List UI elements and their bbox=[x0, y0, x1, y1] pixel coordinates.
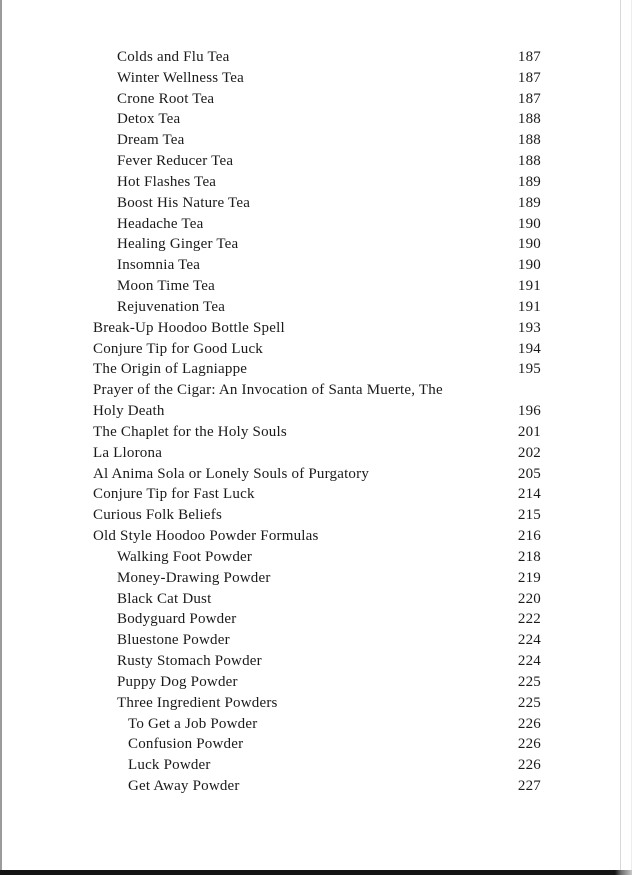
toc-entry bbox=[0, 214, 632, 235]
toc-entry-page: 226 bbox=[517, 757, 541, 774]
toc-entry-page: 187 bbox=[517, 90, 541, 107]
toc-entry-title: Walking Foot Powder bbox=[117, 548, 253, 565]
toc-entry-page: 220 bbox=[517, 590, 541, 607]
toc-entry-page: 202 bbox=[517, 444, 541, 461]
toc-entry-page: 219 bbox=[517, 569, 541, 586]
toc-entry-page: 227 bbox=[517, 777, 541, 794]
toc-entry bbox=[0, 568, 632, 589]
toc-entry bbox=[0, 609, 632, 630]
toc-entry bbox=[0, 714, 632, 735]
toc-entry-page: 188 bbox=[517, 111, 541, 128]
toc-entry bbox=[0, 422, 632, 443]
toc-entry-title: The Chaplet for the Holy Souls bbox=[93, 423, 287, 440]
toc-entry-page: 226 bbox=[517, 736, 541, 753]
toc-entry-page: 188 bbox=[517, 153, 541, 170]
toc-entry-page: 190 bbox=[517, 257, 541, 274]
toc-entry bbox=[0, 276, 632, 297]
toc-entry-page: 187 bbox=[517, 69, 541, 86]
toc-entry-title: Fever Reducer Tea bbox=[117, 153, 234, 170]
toc-entry-page: 216 bbox=[517, 528, 541, 545]
toc-entry-title: Black Cat Dust bbox=[117, 590, 212, 607]
toc-entry bbox=[0, 651, 632, 672]
toc-entry bbox=[0, 464, 632, 485]
toc-entry bbox=[0, 589, 632, 610]
toc-entry-title: Conjure Tip for Good Luck bbox=[93, 340, 263, 357]
toc-entry bbox=[0, 693, 632, 714]
toc-list bbox=[0, 47, 632, 797]
toc-entry bbox=[0, 318, 632, 339]
toc-entry-page: 215 bbox=[517, 507, 541, 524]
toc-entry-title: Winter Wellness Tea bbox=[117, 69, 245, 86]
toc-entry-title: Boost His Nature Tea bbox=[117, 194, 251, 211]
toc-entry-title: Curious Folk Beliefs bbox=[93, 507, 223, 524]
toc-entry-page: 191 bbox=[517, 298, 541, 315]
toc-entry-page: 190 bbox=[517, 236, 541, 253]
toc-entry bbox=[0, 255, 632, 276]
toc-entry-title: Money-Drawing Powder bbox=[117, 569, 271, 586]
toc-entry-title: Conjure Tip for Fast Luck bbox=[93, 486, 255, 503]
toc-entry-page: 218 bbox=[517, 548, 541, 565]
toc-entry bbox=[0, 109, 632, 130]
toc-entry bbox=[0, 630, 632, 651]
toc-entry bbox=[0, 151, 632, 172]
toc-entry-title: Crone Root Tea bbox=[117, 90, 215, 107]
toc-entry bbox=[0, 547, 632, 568]
toc-entry-title: La Llorona bbox=[93, 444, 163, 461]
toc-entry-page: 214 bbox=[517, 486, 541, 503]
toc-entry-page: 222 bbox=[517, 611, 541, 628]
toc-entry-title: The Origin of Lagniappe bbox=[93, 361, 248, 378]
toc-entry-title: Luck Powder bbox=[128, 757, 211, 774]
toc-entry bbox=[0, 172, 632, 193]
toc-entry-page: 205 bbox=[517, 465, 541, 482]
toc-entry bbox=[0, 359, 632, 380]
toc-entry-title: Prayer of the Cigar: An Invocation of Santa Muerte, The bbox=[93, 382, 443, 399]
toc-entry-page: 224 bbox=[517, 632, 541, 649]
toc-entry-title: Detox Tea bbox=[117, 111, 181, 128]
toc-entry-title: Holy Death bbox=[93, 403, 165, 420]
toc-entry bbox=[0, 734, 632, 755]
toc-entry-title: Dream Tea bbox=[117, 132, 185, 149]
toc-entry-page: 189 bbox=[517, 173, 541, 190]
toc-entry bbox=[0, 443, 632, 464]
toc-entry bbox=[0, 297, 632, 318]
toc-entry-title: Rusty Stomach Powder bbox=[117, 653, 262, 670]
toc-entry-title: Old Style Hoodoo Powder Formulas bbox=[93, 528, 319, 545]
toc-entry-page: 225 bbox=[517, 694, 541, 711]
toc-entry-page: 225 bbox=[517, 673, 541, 690]
toc-entry-page: 193 bbox=[517, 319, 541, 336]
toc-entry-title: Rejuvenation Tea bbox=[117, 298, 226, 315]
toc-entry-page: 189 bbox=[517, 194, 541, 211]
toc-entry bbox=[0, 401, 632, 422]
toc-entry-page: 196 bbox=[517, 403, 541, 420]
toc-entry-title: Puppy Dog Powder bbox=[117, 673, 238, 690]
toc-entry-title: Confusion Powder bbox=[128, 736, 244, 753]
toc-entry-title: Three Ingredient Powders bbox=[117, 694, 278, 711]
toc-entry-title: Break-Up Hoodoo Bottle Spell bbox=[93, 319, 285, 336]
toc-entry bbox=[0, 672, 632, 693]
toc-entry-title: Al Anima Sola or Lonely Souls of Purgatory bbox=[93, 465, 370, 482]
toc-entry bbox=[0, 339, 632, 360]
toc-entry-page: 190 bbox=[517, 215, 541, 232]
toc-entry-page: 201 bbox=[517, 423, 541, 440]
toc-entry-page: 191 bbox=[517, 278, 541, 295]
bottom-scan-bar bbox=[0, 870, 632, 875]
toc-entry-page: 188 bbox=[517, 132, 541, 149]
toc-entry bbox=[0, 505, 632, 526]
toc-entry bbox=[0, 755, 632, 776]
toc-entry bbox=[0, 234, 632, 255]
toc-entry-title: Insomnia Tea bbox=[117, 257, 201, 274]
toc-entry-page: 187 bbox=[517, 49, 541, 65]
toc-entry bbox=[0, 484, 632, 505]
toc-entry-title: To Get a Job Powder bbox=[128, 715, 258, 732]
toc-entry-page: 194 bbox=[517, 340, 541, 357]
toc-entry-page: 224 bbox=[517, 653, 541, 670]
toc-entry-title: Bodyguard Powder bbox=[117, 611, 237, 628]
toc-entry-title: Get Away Powder bbox=[128, 777, 240, 794]
toc-entry bbox=[0, 193, 632, 214]
toc-entry-title: Bluestone Powder bbox=[117, 632, 230, 649]
toc-entry-title: Colds and Flu Tea bbox=[117, 49, 230, 65]
toc-entry-title: Healing Ginger Tea bbox=[117, 236, 239, 253]
toc-entry-page: 195 bbox=[517, 361, 541, 378]
toc-entry bbox=[0, 526, 632, 547]
toc-entry bbox=[0, 380, 632, 401]
toc-entry bbox=[0, 47, 632, 68]
toc-entry bbox=[0, 68, 632, 89]
toc-entry bbox=[0, 776, 632, 797]
toc-entry-title: Hot Flashes Tea bbox=[117, 173, 217, 190]
toc-entry bbox=[0, 89, 632, 110]
toc-entry-page: 226 bbox=[517, 715, 541, 732]
toc-entry-title: Moon Time Tea bbox=[117, 278, 215, 295]
toc-entry-title: Headache Tea bbox=[117, 215, 204, 232]
toc-entry bbox=[0, 130, 632, 151]
